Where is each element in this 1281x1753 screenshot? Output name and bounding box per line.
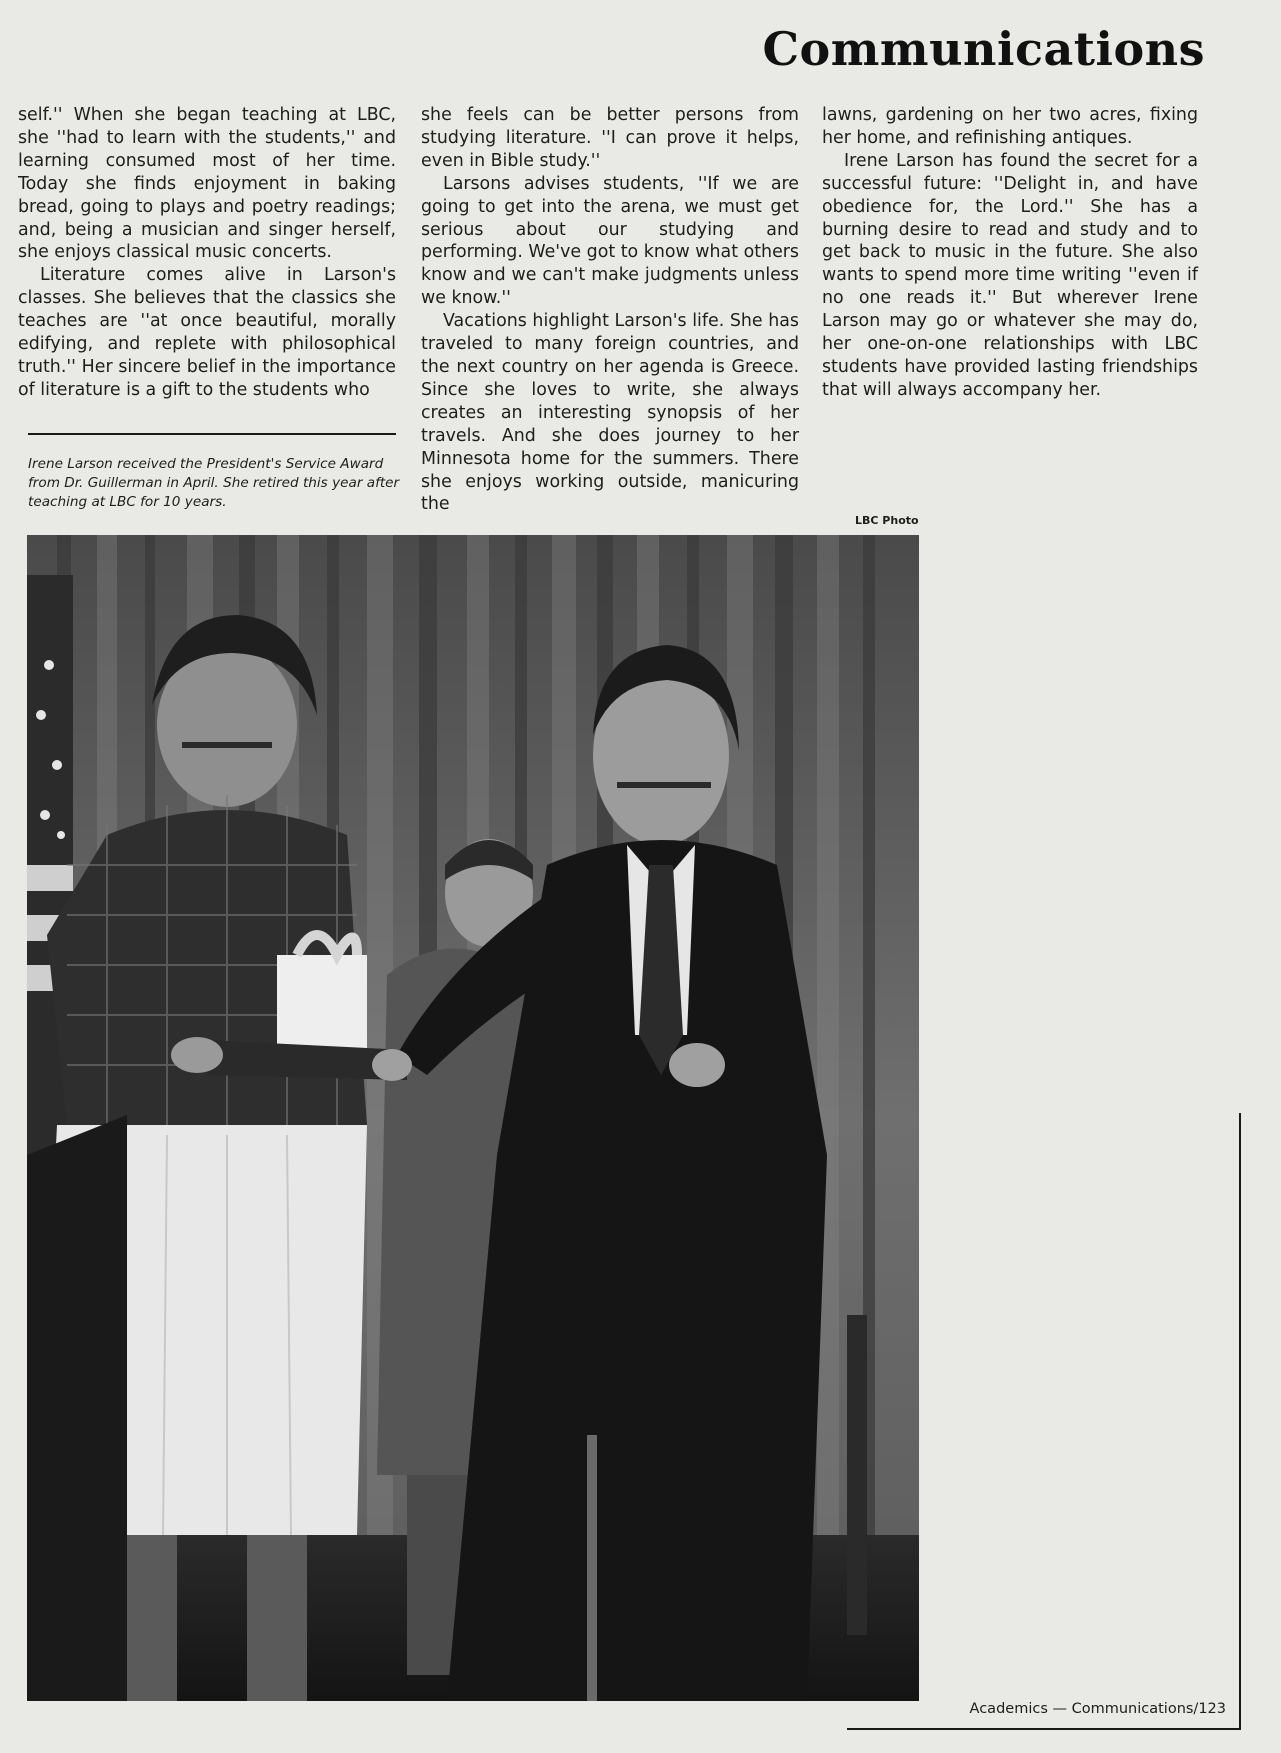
article-paragraph: lawns, gardening on her two acres, fixing her home, and refinishing antiques. <box>822 105 1198 148</box>
article-paragraph: Larsons advises students, ''If we are going to get into the arena, we must get serious about our studying and performing. We've got to know what others know and we can't make judgments unless we know.'' <box>421 173 799 309</box>
article-paragraph: Irene Larson has found the secret for a successful future: ''Delight in, and have obedience for, the Lord.'' She has a burning desire to read and study and to get back to music in the future. She also wants to spend more time writing ''even if no one reads it.'' But wherever Irene Larson may go or whatever she may do, her one-on-one relationships with LBC students have provided lasting friendships that will always accompany her. <box>822 150 1198 400</box>
page-border-vertical <box>1239 1113 1241 1730</box>
page-title: Communications <box>762 22 1205 76</box>
article-column-2 <box>421 104 799 516</box>
page-footer-folio: Academics — Communications/123 <box>969 1701 1226 1717</box>
photo-caption: Irene Larson received the President's Service Award from Dr. Guillerman in April. She retired this year after teaching at LBC for 10 years. <box>28 456 400 510</box>
article-paragraph: Literature comes alive in Larson's classes. She believes that the classics she teaches are ''at once beautiful, morally edifying, and replete with philosophical truth.'' Her sincere belief in the importance of literature is a gift to the students who <box>18 265 396 400</box>
article-paragraph: self.'' When she began teaching at LBC, she ''had to learn with the students,'' and learning consumed most of her time. Today she finds enjoyment in baking bread, going to plays and poetry readings; and, being a musician and singer herself, she enjoys classical music concerts. <box>18 105 396 263</box>
article-column-3 <box>822 104 1198 402</box>
article-column-1 <box>18 104 396 402</box>
award-photo-illustration <box>27 535 919 1701</box>
photo-credit: LBC Photo <box>855 514 919 527</box>
page-border-horizontal <box>847 1728 1241 1730</box>
caption-divider <box>28 433 396 435</box>
award-photo <box>27 535 919 1701</box>
article-paragraph: she feels can be better persons from studying literature. ''I can prove it helps, even in Bible study.'' <box>421 105 799 171</box>
article-paragraph: Vacations highlight Larson's life. She has traveled to many foreign countries, and the next country on her agenda is Greece. Since she loves to write, she always creates an interesting synopsis of her travels. And she does journey to her Minnesota home for the summers. There she enjoys working outside, manicuring the <box>421 311 799 515</box>
